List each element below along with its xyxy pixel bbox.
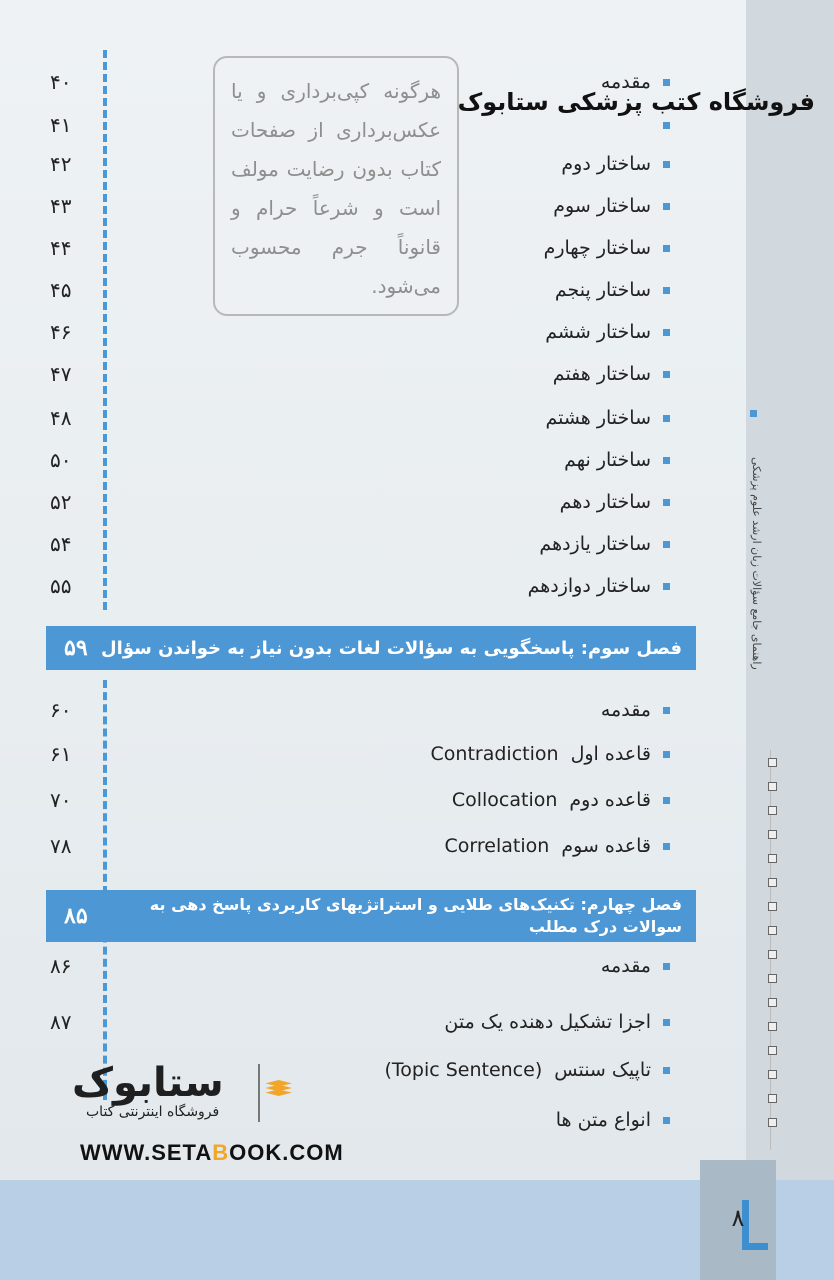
toc-label: مقدمه: [600, 699, 651, 721]
store-watermark-title: فروشگاه کتب پزشکی ستابوک: [457, 88, 815, 116]
checkbox-icon: [768, 974, 777, 983]
toc-row[interactable]: [50, 524, 670, 564]
toc-label: ساختار هفتم: [552, 363, 651, 385]
bullet-icon: [663, 707, 670, 714]
checkbox-icon: [768, 1070, 777, 1079]
toc-label-en: Collocation: [451, 789, 558, 811]
bullet-icon: [663, 415, 670, 422]
bullet-icon: [663, 203, 670, 210]
toc-row[interactable]: [50, 312, 670, 352]
toc-label: ساختار هشتم: [545, 407, 651, 429]
toc-label: اجزا تشکیل دهنده یک متن: [444, 1011, 651, 1033]
checkbox-icon: [768, 878, 777, 887]
toc-label: تاپیک سنتس: [554, 1059, 651, 1081]
bullet-icon: [663, 1019, 670, 1026]
margin-checkboxes: [768, 758, 777, 1142]
toc-label: ساختار یازدهم: [539, 533, 651, 555]
chapter-page: ۸۵: [64, 903, 88, 929]
chapter-title: فصل سوم: پاسخگویی به سؤالات لغات بدون نیاز به خواندن سؤال: [101, 637, 682, 659]
bullet-icon: [663, 963, 670, 970]
checkbox-icon: [768, 950, 777, 959]
chapter-header[interactable]: [46, 626, 696, 670]
bullet-icon: [663, 499, 670, 506]
toc-page: ۸۶: [50, 954, 72, 978]
copyright-notice: هرگونه کپی‌برداری و یا عکس‌برداری از صفحات کتاب بدون رضایت مولف است و شرعاً حرام و قانوناً جرم محسوب می‌شود.: [213, 56, 459, 316]
toc-page: ۵۴: [50, 532, 72, 556]
bullet-icon: [663, 541, 670, 548]
bullet-icon: [663, 751, 670, 758]
bullet-icon: [663, 122, 670, 129]
toc-page: ۴۸: [50, 406, 72, 430]
toc-page: ۴۱: [50, 113, 72, 137]
toc-row[interactable]: [50, 826, 670, 866]
bullet-icon: [663, 161, 670, 168]
toc-label: ساختار دوازدهم: [527, 575, 651, 597]
checkbox-icon: [768, 902, 777, 911]
toc-label: مقدمه: [600, 955, 651, 977]
bullet-icon: [663, 1067, 670, 1074]
toc-label: مقدمه: [600, 71, 651, 93]
bullet-icon: [663, 329, 670, 336]
checkbox-icon: [768, 758, 777, 767]
toc-page: ۸۷: [50, 1010, 72, 1034]
toc-row[interactable]: [50, 566, 670, 606]
toc-label: ساختار چهارم: [543, 237, 651, 259]
chapter-page: ۵۹: [64, 635, 88, 661]
toc-page: ۴۵: [50, 278, 72, 302]
toc-row[interactable]: [50, 734, 670, 774]
logo-brand-name: ستابوک: [72, 1060, 224, 1106]
toc-page: ۷۰: [50, 788, 72, 812]
bullet-icon: [663, 287, 670, 294]
bullet-icon: [663, 457, 670, 464]
setabook-logo-icon: [262, 1056, 362, 1124]
toc-label: ساختار نهم: [564, 449, 651, 471]
toc-row[interactable]: [50, 440, 670, 480]
toc-page: ۴۷: [50, 362, 72, 386]
toc-page: ۴۲: [50, 152, 72, 176]
checkbox-icon: [768, 854, 777, 863]
checkbox-icon: [768, 1022, 777, 1031]
toc-page: ۵۵: [50, 574, 72, 598]
url-prefix: WWW.SETA: [80, 1140, 213, 1165]
store-url[interactable]: [80, 1140, 344, 1166]
checkbox-icon: [768, 1046, 777, 1055]
toc-label: ساختار دوم: [561, 153, 651, 175]
bullet-icon: [663, 797, 670, 804]
bullet-icon: [663, 79, 670, 86]
checkbox-icon: [768, 782, 777, 791]
toc-page: ۴۴: [50, 236, 72, 260]
bullet-icon: [663, 583, 670, 590]
toc-label: ساختار دهم: [559, 491, 651, 513]
page-number: ۸: [731, 1204, 745, 1232]
url-suffix: OOK.COM: [229, 1140, 344, 1165]
checkbox-icon: [768, 830, 777, 839]
toc-page: ۶۰: [50, 698, 72, 722]
bullet-icon: [663, 1117, 670, 1124]
bullet-icon: [663, 843, 670, 850]
logo-subtitle: فروشگاه اینترنتی کتاب: [86, 1104, 220, 1120]
checkbox-icon: [768, 926, 777, 935]
checkbox-icon: [768, 1118, 777, 1127]
toc-label: ساختار پنجم: [554, 279, 651, 301]
toc-row[interactable]: [50, 1002, 670, 1042]
toc-label: ساختار ششم: [545, 321, 651, 343]
toc-label: انواع متن ها: [555, 1109, 651, 1131]
bullet-icon: [663, 245, 670, 252]
checkbox-icon: [768, 806, 777, 815]
toc-label: ساختار سوم: [553, 195, 651, 217]
logo-divider: [258, 1064, 260, 1122]
toc-page: ۵۲: [50, 490, 72, 514]
checkbox-icon: [768, 1094, 777, 1103]
toc-label: قاعده سوم: [561, 835, 651, 857]
toc-label-en: (Topic Sentence): [384, 1059, 543, 1081]
toc-row[interactable]: [50, 946, 670, 986]
url-highlight: B: [212, 1140, 230, 1165]
toc-page: ۴۰: [50, 70, 72, 94]
side-running-title: راهنمای جامع سؤالات زبان ارشد علوم پزشکی: [750, 457, 763, 670]
toc-label-en: Correlation: [444, 835, 550, 857]
toc-page: ۶۱: [50, 742, 72, 766]
toc-label: قاعده دوم: [569, 789, 651, 811]
toc-row[interactable]: [50, 690, 670, 730]
checkbox-icon: [768, 998, 777, 1007]
toc-label-en: Contradiction: [430, 743, 559, 765]
toc-page: ۴۳: [50, 194, 72, 218]
toc-row[interactable]: [50, 398, 670, 438]
toc-row[interactable]: [50, 482, 670, 522]
toc-page: ۵۰: [50, 448, 72, 472]
chapter-title: فصل چهارم: تکنیک‌های طلایی و استراتژیهای کاربردی پاسخ دهی به سوالات درک مطلب: [149, 895, 682, 936]
bullet-icon: [663, 371, 670, 378]
toc-page: ۴۶: [50, 320, 72, 344]
toc-row[interactable]: [50, 780, 670, 820]
toc-label: قاعده اول: [570, 743, 651, 765]
toc-page: ۷۸: [50, 834, 72, 858]
toc-row[interactable]: [50, 354, 670, 394]
chapter-header[interactable]: [46, 890, 696, 942]
